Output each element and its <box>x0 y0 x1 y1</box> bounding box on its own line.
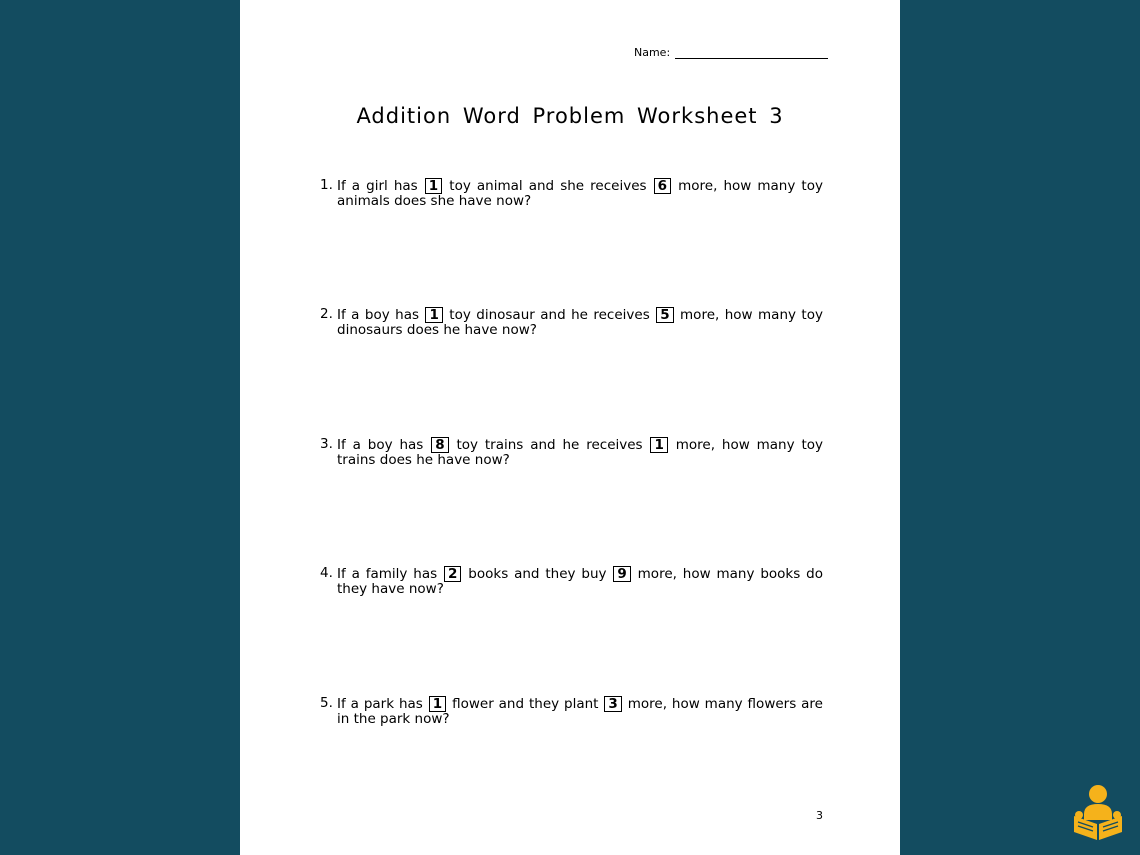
number-box: 9 <box>613 566 630 582</box>
problem-text-part: toy trains and he receives <box>456 437 643 453</box>
problem-text-part: If a family has <box>337 566 438 582</box>
problem-2 <box>320 307 823 338</box>
number-box: 6 <box>654 178 671 194</box>
problem-text-part: If a boy has <box>337 437 424 453</box>
number-box: 3 <box>604 696 621 712</box>
problem-number: 2. <box>320 306 333 322</box>
problem-3 <box>320 437 823 468</box>
problem-1 <box>320 178 823 209</box>
problem-text-part: books and they buy <box>468 566 607 582</box>
problem-text-part: toy dinosaur and he receives <box>449 307 650 323</box>
number-box: 8 <box>431 437 448 453</box>
problem-text <box>337 307 823 338</box>
problem-4 <box>320 566 823 597</box>
page-number: 3 <box>816 809 823 822</box>
problem-text-part: If a park has <box>337 696 423 712</box>
problem-number: 4. <box>320 565 333 581</box>
problem-number: 1. <box>320 177 333 193</box>
problem-text-part: more, how many toy dinosaurs does he have now? <box>337 307 823 338</box>
problem-text-part: more, how many toy animals does she have now? <box>337 178 823 209</box>
name-label: Name: <box>634 46 671 59</box>
worksheet-title: Addition Word Problem Worksheet 3 <box>356 104 784 128</box>
number-box: 2 <box>444 566 461 582</box>
number-box: 1 <box>650 437 667 453</box>
problem-5 <box>320 696 823 727</box>
problem-text-part: more, how many toy trains does he have now? <box>337 437 823 468</box>
name-blank-line <box>675 47 828 59</box>
number-box: 5 <box>656 307 673 323</box>
number-box: 1 <box>425 178 442 194</box>
number-box: 1 <box>425 307 442 323</box>
problem-text <box>337 696 823 727</box>
problem-text <box>337 437 823 468</box>
problem-number: 3. <box>320 436 333 452</box>
problem-text-part: more, how many flowers are in the park now? <box>337 696 823 727</box>
problem-text-part: flower and they plant <box>452 696 599 712</box>
problem-text-part: If a boy has <box>337 307 419 323</box>
problem-text-part: more, how many books do they have now? <box>337 566 823 597</box>
worksheet-page <box>240 0 900 855</box>
problem-text <box>337 566 823 597</box>
problem-text <box>337 178 823 209</box>
number-box: 1 <box>429 696 446 712</box>
problem-text-part: toy animal and she receives <box>449 178 647 194</box>
reading-person-icon <box>1070 784 1126 842</box>
problem-text-part: If a girl has <box>337 178 418 194</box>
name-field <box>634 46 828 59</box>
problem-number: 5. <box>320 695 333 711</box>
